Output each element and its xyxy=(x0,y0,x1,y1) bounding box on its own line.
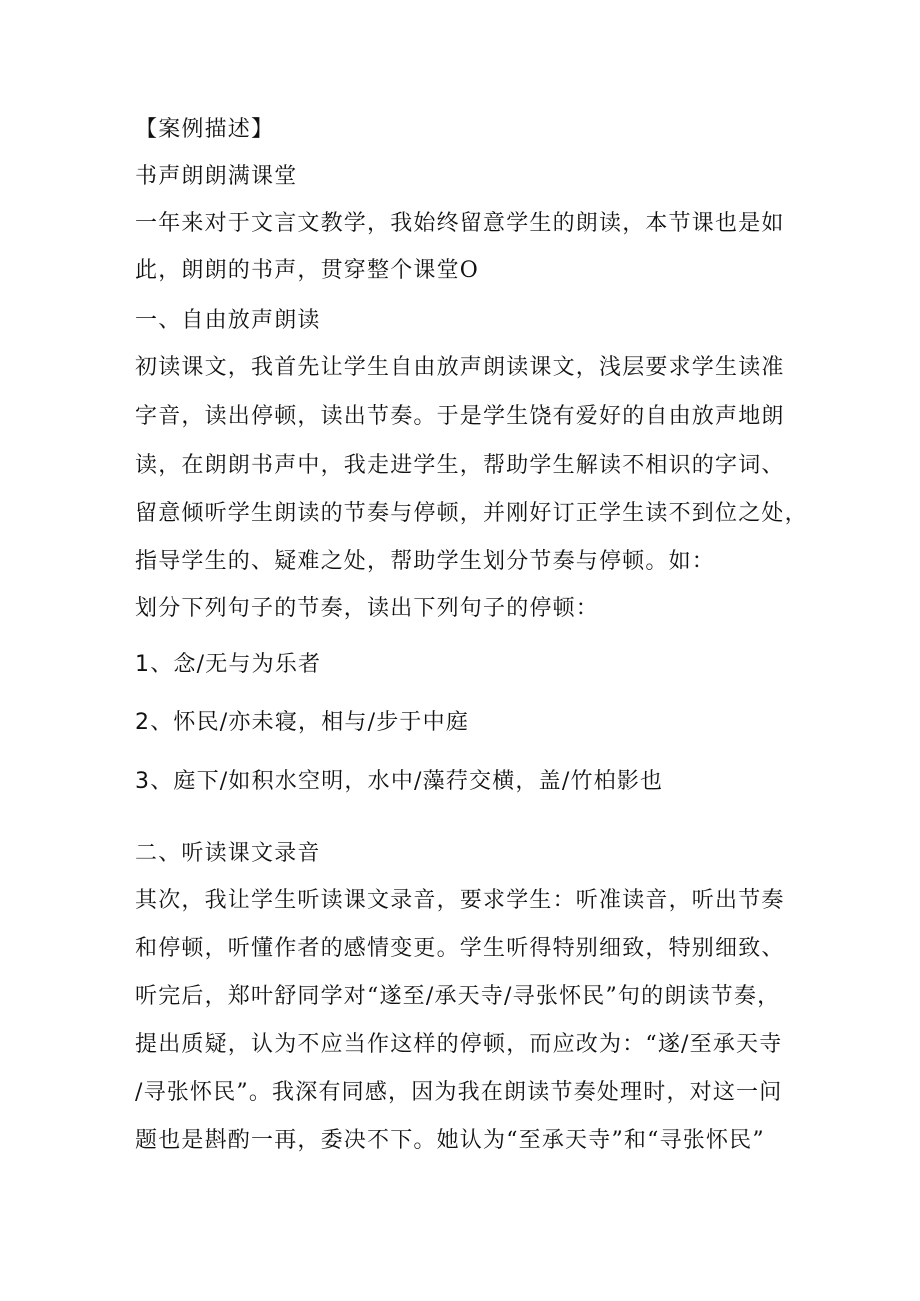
document-title: 书声朗朗满课堂 xyxy=(135,164,298,189)
example-number: 1 xyxy=(135,652,151,677)
section2-line-6: 题也是斟酌一再，委决不下。她认为“至承天寺”和“寻张怀民” xyxy=(135,1128,765,1153)
section2-line-1: 其次，我让学生听读课文录音，要求学生：听准读音，听出节奏 xyxy=(135,888,785,913)
section2-line-3: 听完后，郑叶舒同学对“遂至/承天寺/寻张怀民”句的朗读节奏， xyxy=(135,984,781,1009)
section2-heading: 二、听读课文录音 xyxy=(135,841,321,866)
section2-line-4: 提出质疑，认为不应当作这样的停顿，而应改为：“遂/至承天寺 xyxy=(135,1032,783,1057)
section1-line-4: 留意倾听学生朗读的节奏与停顿，并刚好订正学生读不到位之处， xyxy=(135,501,808,526)
section1-heading: 一、自由放声朗读 xyxy=(135,308,321,333)
intro-line-1: 一年来对于文言文教学，我始终留意学生的朗读，本节课也是如 xyxy=(135,211,785,236)
intro-line-2: 此，朗朗的书声，贯穿整个课堂O xyxy=(135,258,480,283)
example-item-3 xyxy=(135,767,663,797)
section1-line-3: 读，在朗朗书声中，我走进学生，帮助学生解读不相识的字词、 xyxy=(135,453,785,478)
section1-line-1: 初读课文，我首先让学生自由放声朗读课文，浅层要求学生读准 xyxy=(135,355,785,380)
section2-line-5: /寻张怀民”。我深有同感，因为我在朗读节奏处理时，对这一问 xyxy=(135,1080,783,1105)
example-text: 、念/无与为乐者 xyxy=(150,652,322,677)
example-text: 、庭下/如积水空明，水中/藻荇交横，盖/竹柏影也 xyxy=(150,769,664,794)
section1-line-2: 字音，读出停顿，读出节奏。于是学生饶有爱好的自由放声地朗 xyxy=(135,404,785,429)
section2-line-2: 和停顿，听懂作者的感情变更。学生听得特别细致，特别细致、 xyxy=(135,936,785,961)
example-item-1 xyxy=(135,650,321,680)
example-text: 、怀民/亦未寝，相与/步于中庭 xyxy=(150,710,470,735)
example-item-2 xyxy=(135,708,469,738)
example-number: 3 xyxy=(135,769,151,794)
section1-line-6: 划分下列句子的节奏，读出下列句子的停顿： xyxy=(135,596,600,621)
section1-line-5: 指导学生的、疑难之处，帮助学生划分节奏与停顿。如： xyxy=(135,549,716,574)
case-heading: 【案例描述】 xyxy=(135,117,275,142)
example-number: 2 xyxy=(135,710,151,735)
